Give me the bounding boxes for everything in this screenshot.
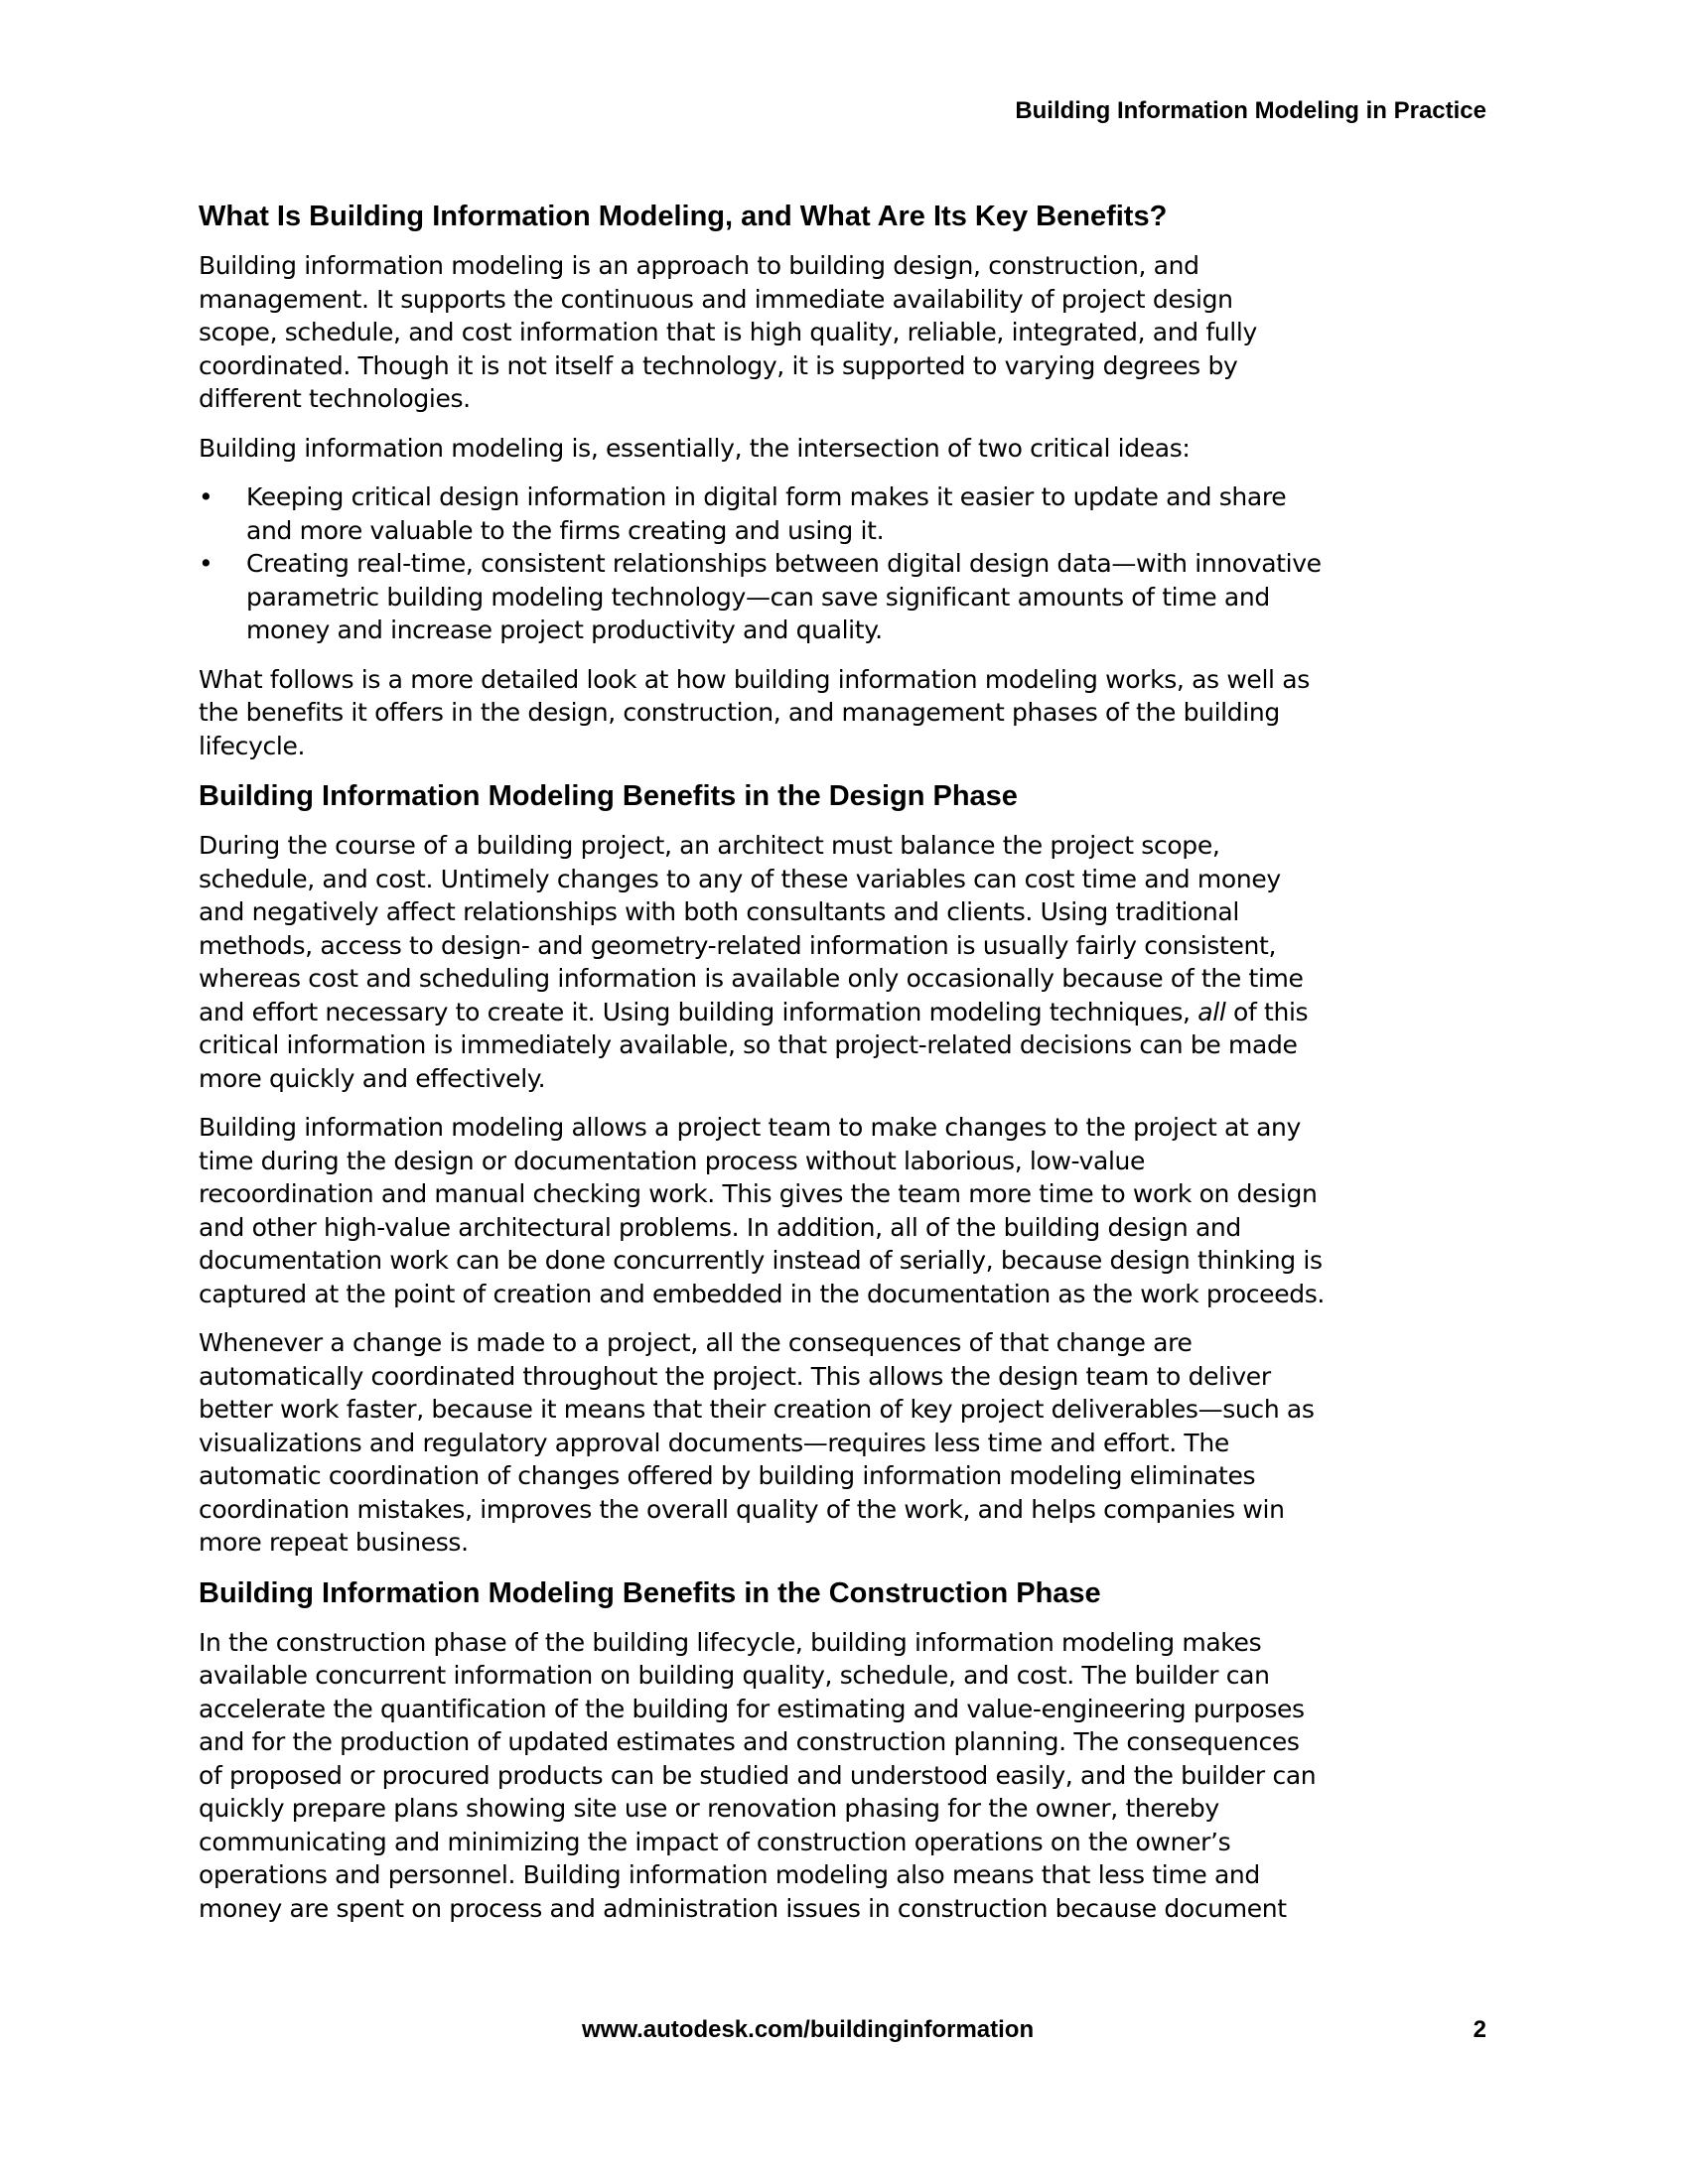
- text-line: critical information is immediately available, so that project-related decisions can be made: [199, 1030, 1298, 1059]
- text-line: coordinated. Though it is not itself a technology, it is supported to varying degrees by: [199, 350, 1238, 380]
- text-line: quickly prepare plans showing site use or renovation phasing for the owner, thereby: [199, 1794, 1219, 1823]
- text-line: automatically coordinated throughout the project. This allows the design team to deliver: [199, 1361, 1271, 1391]
- text-line: and more valuable to the firms creating and using it.: [246, 515, 885, 545]
- text-line: whereas cost and scheduling information is available only occasionally because of the time: [199, 964, 1304, 993]
- section-heading-design-phase: Building Information Modeling Benefits in the Design Phase: [199, 780, 1018, 812]
- text-line: Building information modeling allows a project team to make changes to the project at any: [199, 1113, 1301, 1142]
- text-line: In the construction phase of the building lifecycle, building information modeling makes: [199, 1627, 1262, 1657]
- footer-url-link[interactable]: www.autodesk.com/buildinginformation: [582, 2016, 1035, 2043]
- text-line: What follows is a more detailed look at how building information modeling works, as well as: [199, 664, 1310, 694]
- text-line: Keeping critical design information in digital form makes it easier to update and share: [246, 482, 1287, 511]
- text-line: the benefits it offers in the design, construction, and management phases of the building: [199, 698, 1280, 727]
- text-line: and negatively affect relationships with both consultants and clients. Using traditional: [199, 897, 1239, 926]
- text-line: scope, schedule, and cost information that is high quality, reliable, integrated, and fully: [199, 318, 1257, 346]
- text-run: of this: [1225, 997, 1309, 1026]
- italic-emphasis: all: [1197, 997, 1226, 1026]
- paragraph-intro: [199, 249, 1489, 416]
- text-line: and for the production of updated estimates and construction planning. The consequences: [199, 1727, 1300, 1756]
- text-line: visualizations and regulatory approval documents—requires less time and effort. The: [199, 1428, 1229, 1457]
- text-line: communicating and minimizing the impact of construction operations on the owner’s: [199, 1827, 1231, 1856]
- text-line: Building information modeling is, essentially, the intersection of two critical ideas:: [199, 433, 1191, 463]
- text-line: recoordination and manual checking work. This gives the team more time to work on design: [199, 1179, 1318, 1208]
- text-line: more repeat business.: [199, 1528, 469, 1557]
- bullet-icon: •: [199, 482, 213, 511]
- text-line: and other high-value architectural problems. In addition, all of the building design and: [199, 1212, 1241, 1242]
- text-line: of proposed or procured products can be studied and understood easily, and the builder can: [199, 1760, 1317, 1790]
- paragraph-what-follows: [199, 663, 1489, 763]
- text-line: money and increase project productivity and quality.: [246, 615, 883, 644]
- text-line: available concurrent information on building quality, schedule, and cost. The builder can: [199, 1661, 1270, 1690]
- text-line: automatic coordination of changes offered by building information modeling eliminates: [199, 1461, 1256, 1490]
- text-line: accelerate the quantification of the building for estimating and value-engineering purposes: [199, 1694, 1305, 1723]
- text-line: [199, 996, 1489, 1029]
- text-line: different technologies.: [199, 384, 471, 413]
- text-line: money are spent on process and administration issues in construction because document: [199, 1893, 1287, 1923]
- paragraph-construction-1: [199, 1626, 1489, 1926]
- text-line: documentation work can be done concurrently instead of serially, because design thinking is: [199, 1246, 1323, 1275]
- text-line: coordination mistakes, improves the overall quality of the work, and helps companies win: [199, 1494, 1285, 1524]
- paragraph-design-1: [199, 829, 1489, 1095]
- bullet-list: [199, 480, 1489, 647]
- running-header: Building Information Modeling in Practice: [1015, 97, 1486, 124]
- text-line: operations and personnel. Building information modeling also means that less time and: [199, 1860, 1260, 1889]
- text-line: time during the design or documentation process without laborious, low-value: [199, 1146, 1146, 1175]
- text-line: methods, access to design- and geometry-related information is usually fairly consistent,: [199, 930, 1277, 960]
- page-number: 2: [1473, 2016, 1486, 2043]
- paragraph-design-2: [199, 1111, 1489, 1310]
- text-line: better work faster, because it means that their creation of key project deliverables—such as: [199, 1395, 1315, 1424]
- bullet-item: [199, 547, 1489, 647]
- paragraph-intersection: [199, 432, 1489, 466]
- text-line: parametric building modeling technology—can save significant amounts of time and: [246, 582, 1270, 612]
- text-line: Whenever a change is made to a project, all the consequences of that change are: [199, 1328, 1193, 1357]
- text-line: captured at the point of creation and embedded in the documentation as the work proceeds.: [199, 1279, 1326, 1308]
- text-line: Creating real-time, consistent relationships between digital design data—with innovative: [246, 549, 1322, 578]
- text-line: more quickly and effectively.: [199, 1063, 546, 1093]
- text-line: During the course of a building project, an architect must balance the project scope,: [199, 831, 1220, 860]
- text-line: lifecycle.: [199, 731, 306, 760]
- bullet-icon: •: [199, 549, 213, 578]
- text-line: management. It supports the continuous and immediate availability of project design: [199, 284, 1233, 314]
- text-line: Building information modeling is an approach to building design, construction, and: [199, 251, 1199, 280]
- text-run: and effort necessary to create it. Using building information modeling techniques,: [199, 997, 1198, 1026]
- section-heading-what-is-bim: What Is Building Information Modeling, and What Are Its Key Benefits?: [199, 201, 1168, 232]
- paragraph-design-3: [199, 1326, 1489, 1560]
- section-heading-construction-phase: Building Information Modeling Benefits in the Construction Phase: [199, 1576, 1101, 1609]
- page-content: [199, 199, 1489, 1925]
- bullet-item: [199, 480, 1489, 547]
- text-line: schedule, and cost. Untimely changes to any of these variables can cost time and money: [199, 864, 1281, 893]
